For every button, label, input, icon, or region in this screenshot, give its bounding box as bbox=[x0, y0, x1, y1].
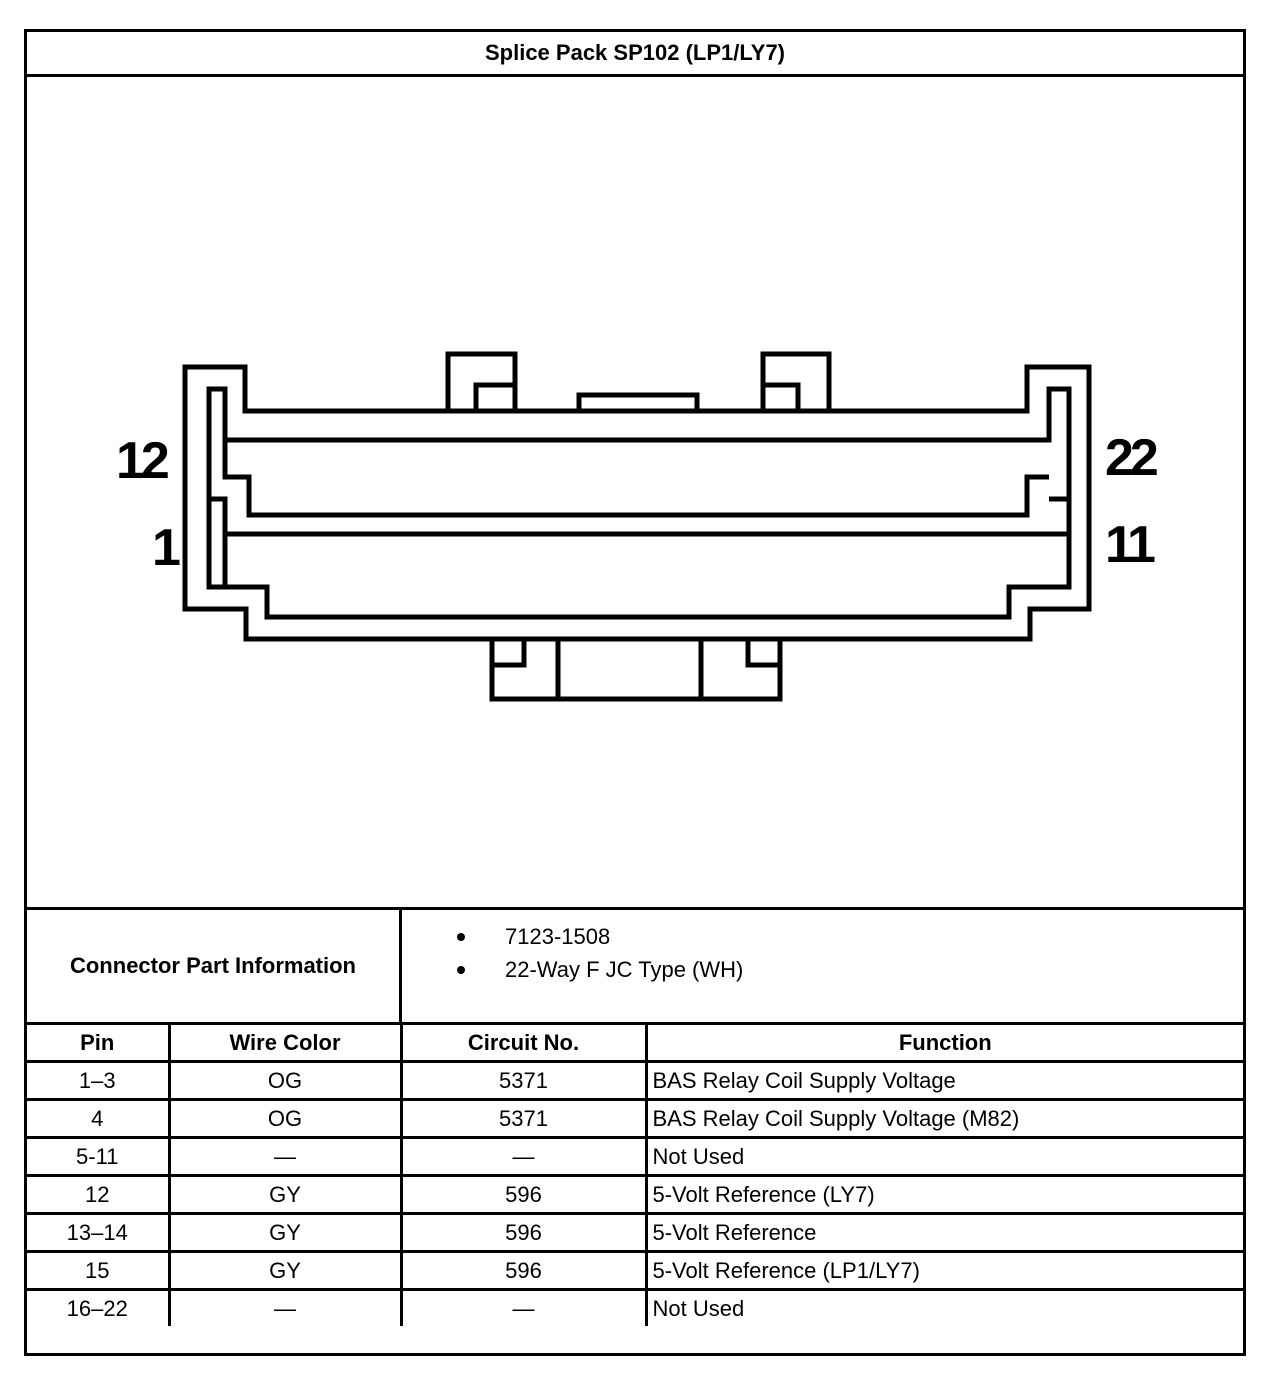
function-cell: 5-Volt Reference (LY7) bbox=[646, 1176, 1243, 1214]
bottom-lock-tab-right-inner bbox=[748, 639, 780, 665]
pin-cell: 15 bbox=[27, 1252, 169, 1290]
pin-label-top-left: 12 bbox=[116, 432, 166, 490]
page-title: Splice Pack SP102 (LP1/LY7) bbox=[27, 32, 1243, 77]
connector-part-information-label: Connector Part Information bbox=[27, 910, 402, 1022]
connector-sheet bbox=[24, 29, 1246, 1356]
circuit-cell: 5371 bbox=[401, 1062, 646, 1100]
top-lock-tab-left-inner bbox=[476, 385, 515, 411]
pin-cell: 5-11 bbox=[27, 1138, 169, 1176]
wire-color-cell: OG bbox=[169, 1062, 401, 1100]
pin-label-bottom-left: 1 bbox=[152, 519, 177, 577]
circuit-cell: — bbox=[401, 1138, 646, 1176]
row-separator bbox=[209, 477, 1069, 534]
pin-label-bottom-right: 11 bbox=[1105, 516, 1152, 574]
circuit-cell: — bbox=[401, 1290, 646, 1327]
header-wire-color: Wire Color bbox=[169, 1025, 401, 1062]
circuit-cell: 596 bbox=[401, 1176, 646, 1214]
wire-color-cell: OG bbox=[169, 1100, 401, 1138]
wire-color-cell: GY bbox=[169, 1214, 401, 1252]
table-row bbox=[27, 1138, 1243, 1176]
bullet-icon bbox=[457, 933, 465, 941]
pin-cell: 13–14 bbox=[27, 1214, 169, 1252]
connector-part-information bbox=[27, 907, 1243, 1025]
function-cell: Not Used bbox=[646, 1290, 1243, 1327]
lower-cavity-row bbox=[225, 534, 267, 587]
connector-inner-shell bbox=[209, 389, 1069, 617]
table-row bbox=[27, 1062, 1243, 1100]
list-item: 7123-1508 bbox=[457, 920, 743, 953]
header-pin: Pin bbox=[27, 1025, 169, 1062]
bottom-lock-tab-left-inner bbox=[492, 639, 524, 665]
pin-cell: 12 bbox=[27, 1176, 169, 1214]
function-cell: BAS Relay Coil Supply Voltage bbox=[646, 1062, 1243, 1100]
table-row bbox=[27, 1176, 1243, 1214]
pin-cell: 16–22 bbox=[27, 1290, 169, 1327]
list-item: 22-Way F JC Type (WH) bbox=[457, 953, 743, 986]
wire-color-cell: GY bbox=[169, 1176, 401, 1214]
bottom-lock-tab bbox=[492, 639, 780, 699]
circuit-cell: 596 bbox=[401, 1214, 646, 1252]
table-row bbox=[27, 1252, 1243, 1290]
wire-color-cell: — bbox=[169, 1290, 401, 1327]
circuit-cell: 5371 bbox=[401, 1100, 646, 1138]
header-function: Function bbox=[646, 1025, 1243, 1062]
top-lock-tab-right-inner bbox=[763, 385, 798, 411]
function-cell: BAS Relay Coil Supply Voltage (M82) bbox=[646, 1100, 1243, 1138]
connector-diagram bbox=[27, 77, 1243, 907]
function-cell: 5-Volt Reference bbox=[646, 1214, 1243, 1252]
upper-cavity-row bbox=[225, 440, 1049, 515]
wire-color-cell: GY bbox=[169, 1252, 401, 1290]
pin-label-top-right: 22 bbox=[1105, 429, 1155, 487]
circuit-cell: 596 bbox=[401, 1252, 646, 1290]
function-cell: 5-Volt Reference (LP1/LY7) bbox=[646, 1252, 1243, 1290]
bullet-icon bbox=[457, 966, 465, 974]
pin-cell: 4 bbox=[27, 1100, 169, 1138]
table-row bbox=[27, 1290, 1243, 1327]
header-circuit-no: Circuit No. bbox=[401, 1025, 646, 1062]
table-header-row bbox=[27, 1025, 1243, 1062]
table-row bbox=[27, 1214, 1243, 1252]
connector-face-drawing bbox=[27, 77, 1243, 907]
pin-cell: 1–3 bbox=[27, 1062, 169, 1100]
connector-part-information-list bbox=[457, 920, 743, 986]
connector-outer-shell bbox=[185, 367, 1089, 639]
function-cell: Not Used bbox=[646, 1138, 1243, 1176]
table-row bbox=[27, 1100, 1243, 1138]
pin-table bbox=[27, 1025, 1243, 1326]
wire-color-cell: — bbox=[169, 1138, 401, 1176]
